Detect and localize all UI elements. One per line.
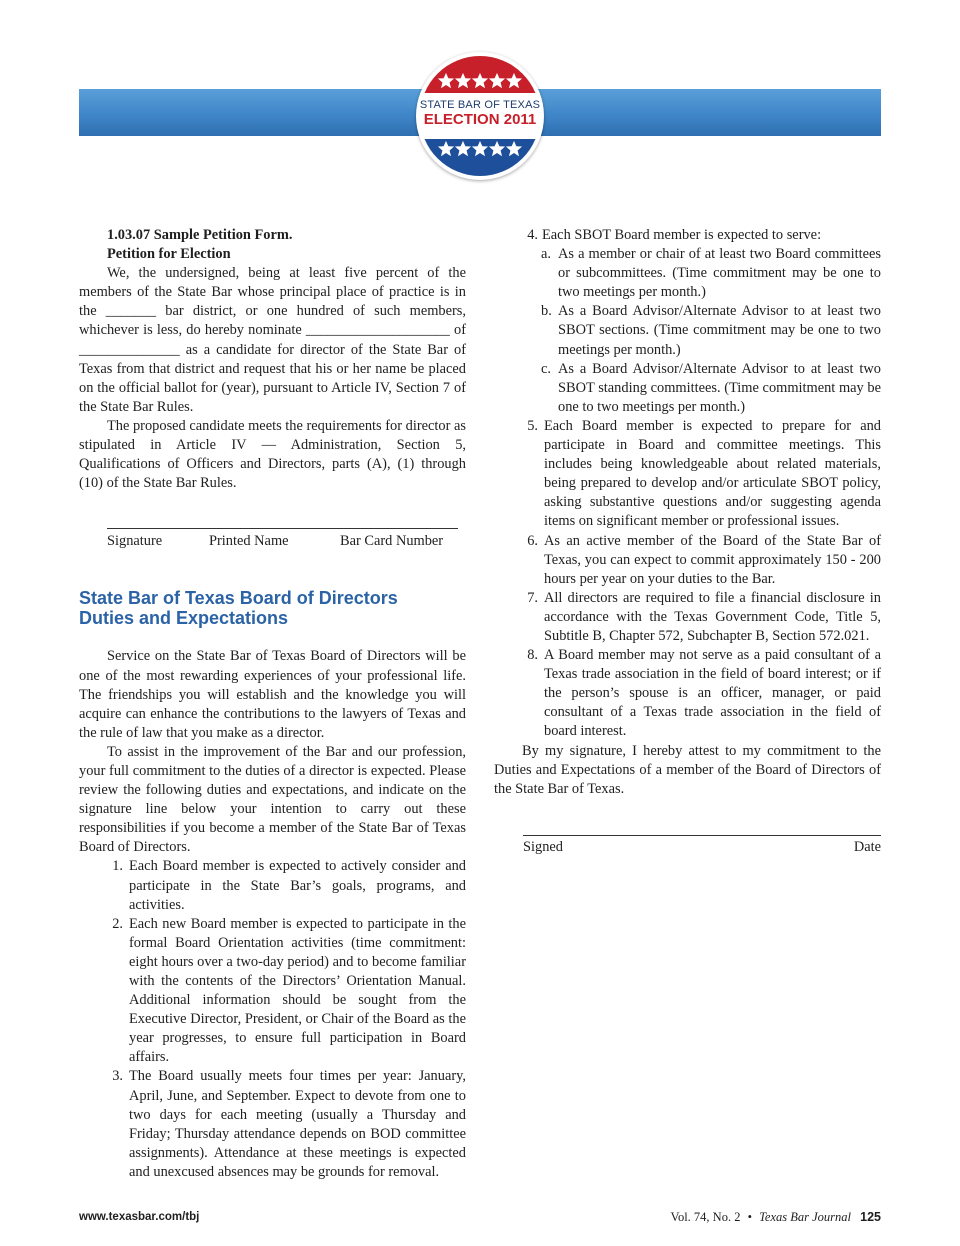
item-number: 7. <box>527 589 538 606</box>
right-column <box>494 226 881 857</box>
badge-text-election: ELECTION 2011 <box>423 111 537 128</box>
petition-paragraph: The proposed candidate meets the requirements for director as stipulated in Article IV — Administration, Section 5, Qualifications of Officers and Directors, parts (A), (1) through (10) of the State Bar Rules. <box>79 417 466 492</box>
item-number: 3. <box>112 1068 123 1085</box>
sub-item-marker: a. <box>541 246 551 263</box>
footer-citation <box>671 1209 881 1225</box>
printed-name-label: Printed Name <box>209 533 289 550</box>
duties-intro <box>79 647 466 857</box>
date-label: Date <box>853 838 881 855</box>
list-item <box>79 1067 466 1182</box>
item-number: 2. <box>112 915 123 932</box>
item-number: 1. <box>112 858 123 875</box>
item-text: All directors are required to file a financial disclosure in accordance with the Texas Government Code, Title 5, Subtitle B, Chapter 572, Subchapter B, Section 572.021. <box>544 589 881 644</box>
item-number: 6. <box>527 532 538 549</box>
petition-paragraph: We, the undersigned, being at least five percent of the members of the State Bar whose principal place of practice is in the _______ bar district, or one hundred of such members, whichever is less, do hereby nominate ____________________ of ______________ as a candidate for director of the State Bar of Texas from that district and request that his or her name be placed on the official ballot for (year), pursuant to Article IV, Section 7 of the State Bar Rules. <box>79 265 466 415</box>
signed-label: Signed <box>523 838 563 855</box>
signature-label: Signature <box>107 533 163 550</box>
list-item <box>494 417 881 532</box>
petition-signature-line <box>107 528 458 529</box>
footer-bullet: • <box>747 1210 752 1224</box>
bar-card-number-label: Bar Card Number <box>340 533 444 550</box>
sub-list-item <box>494 360 881 417</box>
section-title <box>79 588 466 628</box>
footer-volume: Vol. 74, No. 2 <box>670 1210 741 1224</box>
intro-paragraph: Service on the State Bar of Texas Board of Directors will be one of the most rewarding experiences of your professional life. The friendships you will establish and the knowledge you will acquire can enhance the contributions to the lawyers of Texas and the rule of law that you make as a director. <box>79 648 466 741</box>
sub-list-item <box>494 245 881 302</box>
petition-heading: 1.03.07 Sample Petition Form. <box>107 227 293 243</box>
list-item <box>79 915 466 1068</box>
item-number: 4. <box>527 227 538 243</box>
item-number: 5. <box>527 417 538 434</box>
intro-paragraph: To assist in the improvement of the Bar and our profession, your full commitment to the duties of a director is expected. Please review the following duties and expectations, and indicate on the signature line below your intention to carry out these responsibilities if you become a member of the State Bar of Texas Board of Directors. <box>79 743 466 856</box>
duties-list-left <box>79 857 466 1182</box>
badge-text-top: STATE BAR OF TEXAS <box>419 99 541 111</box>
footer-url: www.texasbar.com/tbj <box>79 1211 200 1223</box>
petition-subheading: Petition for Election <box>107 246 231 263</box>
list-item <box>494 532 881 589</box>
sub-list <box>494 245 881 417</box>
list-item <box>79 857 466 914</box>
item-text: As an active member of the Board of the State Bar of Texas, you can expect to commit approximately 150 - 200 hours per year on your duties to the Bar. <box>544 532 881 587</box>
item-number: 8. <box>527 647 538 664</box>
left-column <box>79 226 466 1182</box>
attest-paragraph: By my signature, I hereby attest to my commitment to the Duties and Expectations of a member of the Board of Directors of the State Bar of Texas. <box>494 742 881 797</box>
petition-signature-block <box>79 528 466 551</box>
sub-item-text: As a member or chair of at least two Board committees or subcommittees. (Time commitment may be one to two meetings per month.) <box>558 246 881 301</box>
sub-list-item <box>494 302 881 359</box>
list-item <box>494 226 881 417</box>
petition-signature-labels <box>107 532 458 551</box>
sub-item-text: As a Board Advisor/Alternate Advisor to at least two SBOT standing committees. (Time commitment may be one to two meetings per month.) <box>558 360 881 415</box>
footer-journal: Texas Bar Journal <box>759 1210 852 1224</box>
election-badge <box>416 52 544 180</box>
list-item <box>494 646 881 741</box>
duties-list-right <box>494 226 881 742</box>
sub-item-marker: c. <box>541 360 551 377</box>
sub-item-text: As a Board Advisor/Alternate Advisor to at least two SBOT sections. (Time commitment may be one to two meetings per month.) <box>558 303 881 358</box>
sub-item-marker: b. <box>541 303 552 320</box>
item-text: Each new Board member is expected to participate in the formal Board Orientation activities (time commitment: eight hours over a two-day period) and to become familiar with the contents of the Directors’ Orientation Manual. Additional information should be sought from the Executive Director, President, or Chair of the Board as the year progresses, to ensure full participation in Board affairs. <box>129 915 466 1066</box>
item-text: Each SBOT Board member is expected to serve: <box>542 227 822 243</box>
footer-page-number: 125 <box>860 1210 881 1224</box>
item-text: The Board usually meets four times per year: January, April, June, and September. Expect to devote from one to two days for each meeting (usually a Thursday and Friday; Thursday attendance depends on BOD committee assignments). Attendance at these meetings is expected and unexcused absences may be grounds for removal. <box>129 1068 466 1180</box>
duties-signature-labels <box>523 838 881 857</box>
list-item <box>494 589 881 646</box>
item-text: Each Board member is expected to actively consider and participate in the State Bar’s goals, programs, and activities. <box>129 858 466 913</box>
duties-signature-block <box>494 835 881 857</box>
section-title-line1: State Bar of Texas Board of Directors <box>79 588 398 609</box>
item-text: Each Board member is expected to prepare for and participate in Board and committee meetings. This includes being knowledgeable about related materials, being prepared to develop and/or articulate SBOT policy, asking substantive questions and/or suggesting agenda items on significant member or professional issues. <box>544 417 881 530</box>
duties-signature-line <box>523 835 881 836</box>
section-title-line2: Duties and Expectations <box>79 608 289 629</box>
item-text: A Board member may not serve as a paid consultant of a Texas trade association in the field of board interest; or if the person’s spouse is an officer, manager, or paid consultant of a Texas trade association in the field of board interest. <box>544 647 881 740</box>
